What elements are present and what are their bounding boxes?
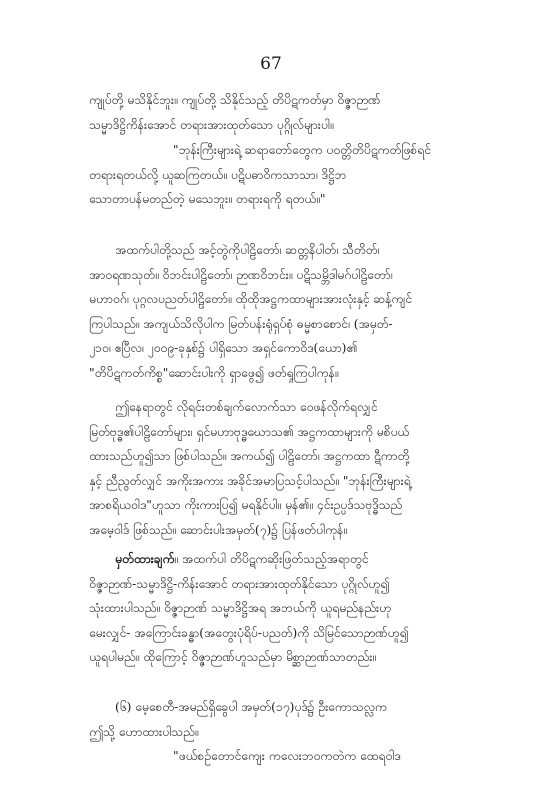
text-line: တရားရတယ်လို့ ယူဆကြတယ်။ ပဋိပဓာဝိကသာသာ၊ ဒိဋ္ဌိဘ: [89, 167, 347, 182]
text-line: "တိပိဋကတ်ကိစ္စ"ဆောင်းပါးကို ရှာဖွေ၍ ဖတ်ရှုကြပါကုန်။: [89, 365, 339, 380]
text-line: ထားသည်ဟူ၍သာ ဖြစ်ပါသည်။ အကယ်၍ ပါဠိတော်၊ အဋ္ဌကထာ ဋီကာတို့: [89, 449, 410, 464]
text-line: သောတာပန်မတည်တဲ့ မသေဘူး။ တရားရကို ရတယ်။": [89, 192, 326, 207]
paragraph-6: [89, 695, 461, 744]
text-line: အထက်ပါတို့သည် အင့်တွဲကိုပါဠိတော်၊ ဆတ္တနိပါတ်၊ သီတိတ်၊: [115, 243, 380, 257]
text-line: အမေ့ဝါဒ် ဖြစ်သည်။ ဆောင်းပါးအမှတ်(၇)၌ ပြန်ဖတ်ပါကုန်။: [89, 522, 348, 537]
text-line: သမ္မာဒိဋ္ဌိကိန်းအောင် တရားအားထုတ်သော ပုဂ္ဂိုလ်များပါ။: [89, 117, 334, 132]
text-line: ကြပါသည်။ အကျယ်သိလိုပါက မြတ်ပန်းရုံရှပ်စုံ ဓမ္မစာစောင်၊ (အမှတ်-: [89, 316, 393, 331]
text-line: ၂၁၀၊ ဧပြီလ၊ ၂၀၀၉-ခုနှစ်၌ ပါရှိသော အရှင်ကောဝိဒ(ယော)၏: [89, 341, 358, 356]
paragraph-7-quote: [89, 744, 461, 769]
paragraph-3: [89, 238, 461, 386]
text-line: ကျုပ်တို့ မသိနိုင်ဘူး။ ကျုပ်တို့ သိနိုင်သည့် တိပိဋကတ်မှာ ဝိဇ္ဇာဉာဏ်: [89, 93, 381, 107]
text-line: နှင့် ညီညွတ်လျှင် အကိုးအကား အခိုင်အမာပြသင့်ပါသည်။ "ဘုန်းကြီးများရဲ့: [89, 473, 411, 488]
text-line: မေးလျှင်- အကြောင်းခန္ဓာ(အတွေးပုံရိပ်-ပညတ်)ကို သိမြင်သောဉာဏ်ဟူ၍: [89, 625, 409, 640]
text-line: သုံးထားပါသည်။ ဝိဇ္ဇာဉာဏ် သမ္မာဒိဋ္ဌိအရ အဘယ်ကို ယူရမည်နည်းဟု: [89, 601, 392, 616]
text-line: ဝိဇ္ဇာဉာဏ်-သမ္မာဒိဋ္ဌိ-ကိန်းအောင် တရားအားထုတ်နိုင်သော ပုဂ္ဂိုလ်ဟူ၍: [89, 576, 390, 591]
text-line: ဤနေရာတွင် လိုရင်းတစ်ချက်လောက်သာ ဝေဖန်လိုက်ရလျှင်: [115, 400, 378, 414]
text-line: မြတ်ဗုဒ္ဓ၏ပါဠိတော်များ၊ ရှင်မဟာဗုဒ္ဓဃောသ၏ အဋ္ဌကထာများကို မစိပယ်: [89, 424, 410, 439]
paragraph-2-quote: [89, 138, 461, 212]
paragraph-1: [89, 88, 461, 137]
text-line: အာစရိယဝါဒ"ဟူသာ ကိုးကားပြ၍ မရနိုင်ပါ။ မှန်၏။ ၄င်းဥပ္ပဒ်သဗုဒ္ဓိသည်: [89, 498, 403, 513]
text-line: အာဝရဏသုတ်။ ဝိဘင်းပါဠိတော်၊ ဉာဏဝိဘင်း။ ပဋိသမ္ဘိဒါမဂ်ပါဠိတော်၊: [89, 267, 393, 282]
text-line: (၆) မေ့စေတီ-အမည်ရှိခွေပါ အမှတ်(၁၇)ပုဒ်၌ ဦးကောသလ္လက: [115, 700, 387, 714]
text-fragment: ။ အထက်ပါ တိပိဋကဆိုးဖြတ်သည့်အရာတွင်: [174, 552, 369, 566]
note-heading: မှတ်ထားချက်: [115, 552, 175, 566]
paragraph-4: [89, 395, 461, 543]
page-number: 67: [260, 54, 282, 74]
text-line: ဤသို့ ဟောထားပါသည်။: [89, 724, 199, 739]
text-line: "ဘုန်းကြီးများရဲ့ ဆရာတော်တွေက ပဝတ္တိတိပိဋကတ်ဖြစ်ရင်: [173, 143, 431, 157]
text-line: "ဖယ်စဉ်တောင်ကျေး ကလေးဘဝကတဲက ထေရဝါဒ: [173, 749, 401, 763]
text-line: ယူရပါမည်။ ထိုကြောင့် ဝိဇ္ဇာဉာဏ်ဟူသည်မှာ မိစ္ဆာဉာဏ်သာတည်း။: [89, 650, 377, 665]
paragraph-5: [89, 547, 461, 670]
text-line-with-lead: [89, 547, 461, 572]
text-line: မဟာဝဂ်၊ ပုဂ္ဂလပညတ်ပါဠိတော်။ ထိုထိုအဋ္ဌကထာများအားလုံးနှင့် ဆန့်ကျင်: [89, 292, 413, 307]
